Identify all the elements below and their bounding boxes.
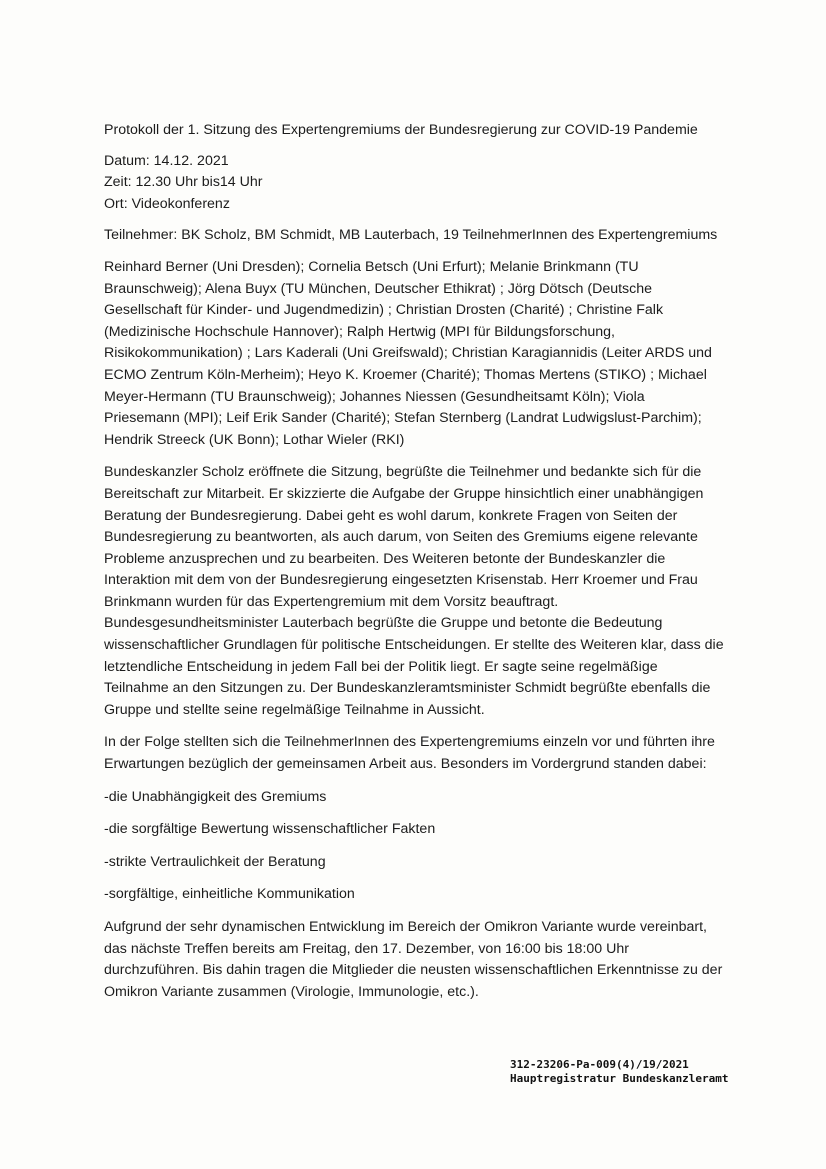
registry-number: 312-23206-Pa-009(4)/19/2021: [510, 1058, 689, 1071]
registry-stamp: [510, 1058, 729, 1086]
meeting-place: Ort: Videokonferenz: [104, 195, 230, 212]
list-item: -die sorgfältige Bewertung wissenschaftlicher Fakten: [104, 821, 436, 838]
paragraph-next-meeting: Aufgrund der sehr dynamischen Entwicklung im Bereich der Omikron Variante wurde vereinbart, das nächste Treffen bereits am Freitag, den 17. Dezember, von 16:00 bis 18:00 Uhr durchzuführen. Bis dahin tragen die Mitglieder die neusten wissenschaftlichen Erkenntnisse zu der Omikron Variante zusammen (Virologie, Immunologie, etc.).: [104, 919, 723, 1000]
registry-office: Hauptregistratur Bundeskanzleramt: [510, 1072, 729, 1085]
list-item: -sorgfältige, einheitliche Kommunikation: [104, 886, 355, 903]
paragraph-opening: Bundeskanzler Scholz eröffnete die Sitzung, begrüßte die Teilnehmer und bedankte sich für die Bereitschaft zur Mitarbeit. Er skizzierte die Aufgabe der Gruppe hinsichtlich einer unabhängigen Beratung der Bundesregierung. Dabei geht es wohl darum, konkrete Fragen von Seiten der Bundesregierung zu beantworten, als auch darum, von Seiten des Gremiums eigene relevante Probleme anzusprechen und zu bearbeiten. Des Weiteren betonte der Bundeskanzler die Interaktion mit dem von der Bundesregierung eingesetzten Krisenstab. Herr Kroemer und Frau Brinkmann wurden für das Expertengremium mit dem Vorsitz beauftragt. Bundesgesundheitsminister Lauterbach begrüßte die Gruppe und betonte die Bedeutung wissenschaftlicher Grundlagen für politische Entscheidungen. Er stellte des Weiteren klar, dass die letztendliche Entscheidung in jedem Fall bei der Politik liegt. Er sagte seine regelmäßige Teilnahme an den Sitzungen zu. Der Bundeskanzleramtsminister Schmidt begrüßte ebenfalls die Gruppe und stellte seine regelmäßige Teilnahme in Aussicht.: [104, 464, 724, 718]
participants-line: Teilnehmer: BK Scholz, BM Schmidt, MB Lauterbach, 19 TeilnehmerInnen des Expertengremiums: [104, 227, 718, 244]
document-body: [104, 120, 724, 1014]
document-title: Protokoll der 1. Sitzung des Expertengremiums der Bundesregierung zur COVID-19 Pandemie: [104, 122, 698, 138]
paragraph-introductions: In der Folge stellten sich die TeilnehmerInnen des Expertengremiums einzeln vor und führten ihre Erwartungen bezüglich der gemeinsamen Arbeit aus. Besonders im Vordergrund standen dabei:: [104, 734, 715, 773]
meeting-time: Zeit: 12.30 Uhr bis14 Uhr: [104, 174, 263, 191]
meeting-date: Datum: 14.12. 2021: [104, 152, 229, 169]
meeting-meta: [104, 151, 724, 216]
list-item: -strikte Vertraulichkeit der Beratung: [104, 853, 326, 870]
list-item: -die Unabhängigkeit des Gremiums: [104, 788, 327, 805]
members-list: Reinhard Berner (Uni Dresden); Cornelia Betsch (Uni Erfurt); Melanie Brinkmann (TU Braunschweig); Alena Buyx (TU München, Deutscher Ethikrat) ; Jörg Dötsch (Deutsche Gesellschaft für Kinder- und Jugendmedizin) ; Christian Drosten (Charité) ; Christine Falk (Medizinische Hochschule Hannover); Ralph Hertwig (MPI für Bildungsforschung, Risikokommunikation) ; Lars Kaderali (Uni Greifswald); Christian Karagiannidis (Leiter ARDS und ECMO Zentrum Köln-Merheim); Heyo K. Kroemer (Charité); Thomas Mertens (STIKO) ; Michael Meyer-Hermann (TU Braunschweig); Johannes Niessen (Gesundheitsamt Köln); Viola Priesemann (MPI); Leif Erik Sander (Charité); Stefan Sternberg (Landrat Ludwigslust-Parchim); Hendrik Streeck (UK Bonn); Lothar Wieler (RKI): [104, 258, 712, 448]
